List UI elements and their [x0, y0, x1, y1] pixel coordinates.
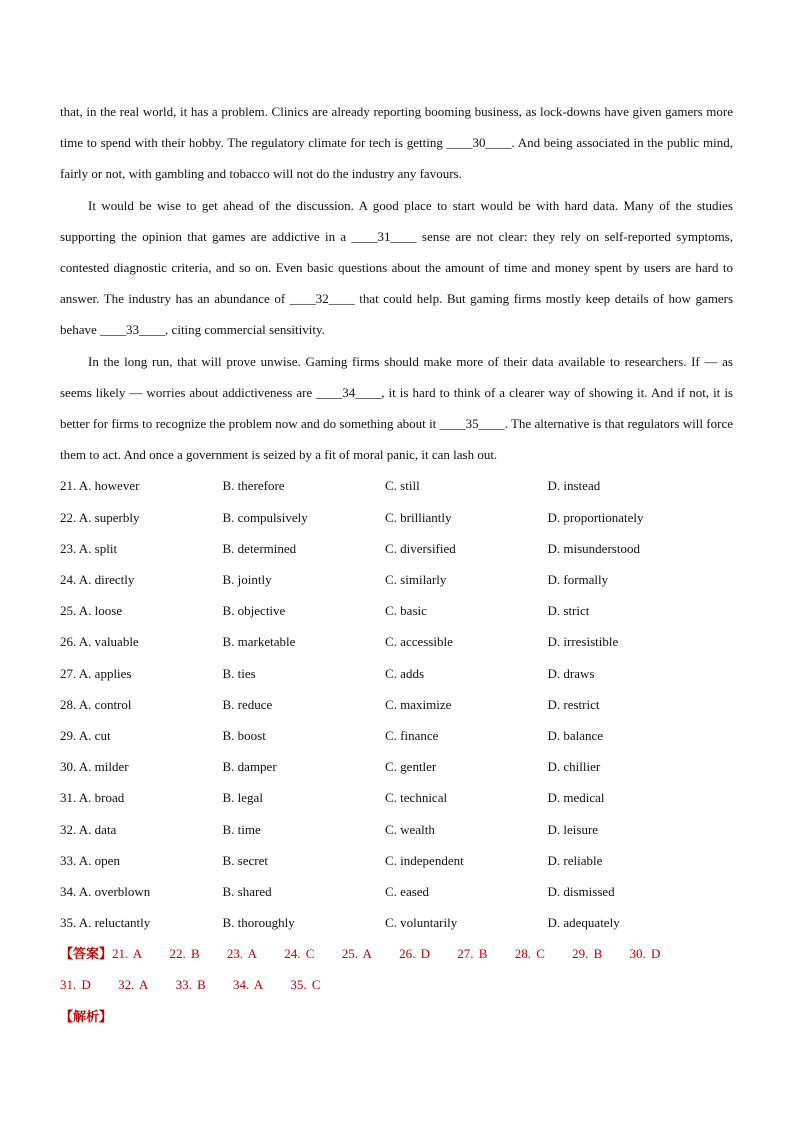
- option-c: C. technical: [385, 790, 448, 806]
- analysis-label: 【解析】: [60, 1008, 113, 1024]
- passage-paragraph-1: that, in the real world, it has a problem. Clinics are already reporting booming business, as lock-downs have given gamers more time to spend with their hobby. The regulatory climate for tech is getting ____30____. And being associated in the public mind, fairly or not, with gambling and tobacco will not do the industry any favours.: [60, 104, 733, 182]
- option-b: B. time: [222, 821, 261, 837]
- option-a: 32. A. data: [60, 821, 117, 837]
- option-b: B. objective: [222, 603, 286, 619]
- option-b: B. thoroughly: [222, 915, 295, 931]
- option-d: D. chillier: [547, 759, 601, 775]
- option-c: C. maximize: [385, 696, 452, 712]
- option-a: 22. A. superbly: [60, 509, 140, 525]
- option-d: D. medical: [547, 790, 605, 806]
- option-a: 24. A. directly: [60, 572, 135, 587]
- option-a: 33. A. open: [60, 852, 120, 868]
- option-b: B. marketable: [222, 634, 296, 650]
- option-row: [60, 720, 733, 751]
- option-d: D. restrict: [547, 696, 600, 712]
- document-page: [60, 96, 733, 1032]
- option-c: C. similarly: [385, 572, 447, 587]
- option-a: 31. A. broad: [60, 790, 125, 806]
- answer-item: 22. B: [169, 946, 200, 962]
- option-c: C. independent: [385, 852, 464, 868]
- option-a: 29. A. cut: [60, 727, 111, 743]
- option-c: C. brilliantly: [385, 509, 452, 525]
- option-b: B. secret: [222, 852, 268, 868]
- option-row: [60, 626, 733, 657]
- option-c: C. eased: [385, 883, 430, 899]
- option-d: D. draws: [547, 665, 595, 681]
- option-c: C. accessible: [385, 634, 453, 650]
- answer-item: 30. D: [629, 946, 661, 962]
- answer-item: 27. B: [457, 946, 488, 962]
- option-d: D. adequately: [547, 915, 620, 931]
- answer-item: 26. D: [399, 946, 431, 962]
- option-row: [60, 689, 733, 720]
- answer-item: 32. A: [118, 977, 149, 993]
- passage-paragraph-3: In the long run, that will prove unwise. Gaming firms should make more of their data available to researchers. If — as seems likely — worries about addictiveness are ____34____, it is hard to think of a clearer way of showing it. And if not, it is better for firms to recognize the problem now and do something about it ____35____. The alternative is that regulators will force them to act. And once a government is seized by a fit of moral panic, it can lash out.: [60, 353, 733, 463]
- option-row: [60, 470, 733, 501]
- answer-item: 23. A: [226, 946, 258, 962]
- option-b: B. ties: [222, 665, 256, 681]
- option-row: [60, 533, 733, 564]
- option-row: [60, 814, 733, 845]
- option-row: [60, 658, 733, 689]
- option-row: [60, 564, 733, 595]
- option-b: B. legal: [222, 790, 263, 806]
- option-row: [60, 782, 733, 813]
- option-d: D. dismissed: [547, 883, 615, 899]
- option-d: D. irresistible: [547, 634, 619, 650]
- option-c: C. gentler: [385, 759, 437, 775]
- option-row: [60, 502, 733, 533]
- option-d: D. formally: [547, 572, 609, 587]
- option-row: [60, 595, 733, 626]
- option-d: D. proportionately: [547, 509, 644, 525]
- option-c: C. still: [385, 478, 420, 494]
- option-c: C. diversified: [385, 540, 456, 556]
- option-row: [60, 876, 733, 907]
- option-d: D. leisure: [547, 821, 599, 837]
- answer-item: 21. A: [112, 946, 143, 962]
- option-a: 28. A. control: [60, 696, 132, 712]
- answer-item: 34. A: [232, 977, 264, 993]
- option-c: C. wealth: [385, 821, 435, 837]
- option-b: B. shared: [222, 883, 272, 899]
- option-c: C. basic: [385, 603, 427, 619]
- option-b: B. compulsively: [222, 509, 308, 525]
- option-c: C. voluntarily: [385, 915, 458, 931]
- option-a: 26. A. valuable: [60, 634, 139, 650]
- option-c: C. adds: [385, 665, 424, 681]
- option-b: B. jointly: [222, 572, 272, 587]
- options-list: [60, 470, 733, 938]
- option-a: 35. A. reluctantly: [60, 915, 151, 931]
- answer-items: [60, 946, 682, 992]
- option-b: B. boost: [222, 727, 266, 743]
- option-a: 34. A. overblown: [60, 883, 151, 899]
- option-row: [60, 751, 733, 782]
- answer-item: 24. C: [284, 946, 315, 962]
- passage-paragraph-2: It would be wise to get ahead of the discussion. A good place to start would be with hard data. Many of the studies supporting the opinion that games are addictive in a ____31____ sense are not clear: they rely on self-reported symptoms, contested diagnostic criteria, and so on. Even basic questions about the amount of time and money spent by users are hard to answer. The industry has an abundance of ____32____ that could help. But gaming firms mostly keep details of how gamers behave ____33____, citing commercial sensitivity.: [60, 197, 733, 338]
- option-c: C. finance: [385, 727, 439, 743]
- answer-item: 25. A: [341, 946, 372, 962]
- option-b: B. determined: [222, 540, 297, 556]
- option-a: 23. A. split: [60, 540, 118, 556]
- option-d: D. reliable: [547, 852, 603, 868]
- answer-label: 【答案】: [60, 946, 113, 962]
- option-d: D. misunderstood: [547, 540, 640, 556]
- answer-item: 35. C: [290, 977, 321, 993]
- option-d: D. strict: [547, 603, 590, 619]
- option-a: 25. A. loose: [60, 603, 123, 619]
- answer-key: [60, 938, 733, 1000]
- answer-item: 29. B: [572, 946, 603, 962]
- answer-item: 31. D: [60, 977, 91, 993]
- option-row: [60, 845, 733, 876]
- option-d: D. balance: [547, 727, 604, 743]
- option-b: B. reduce: [222, 696, 273, 712]
- option-a: 27. A. applies: [60, 665, 132, 681]
- answer-item: 33. B: [175, 977, 206, 993]
- option-b: B. therefore: [222, 478, 285, 494]
- option-b: B. damper: [222, 759, 277, 775]
- option-row: [60, 907, 733, 938]
- option-a: 30. A. milder: [60, 759, 129, 775]
- answer-item: 28. C: [514, 946, 545, 962]
- option-a: 21. A. however: [60, 478, 140, 494]
- option-d: D. instead: [547, 478, 601, 494]
